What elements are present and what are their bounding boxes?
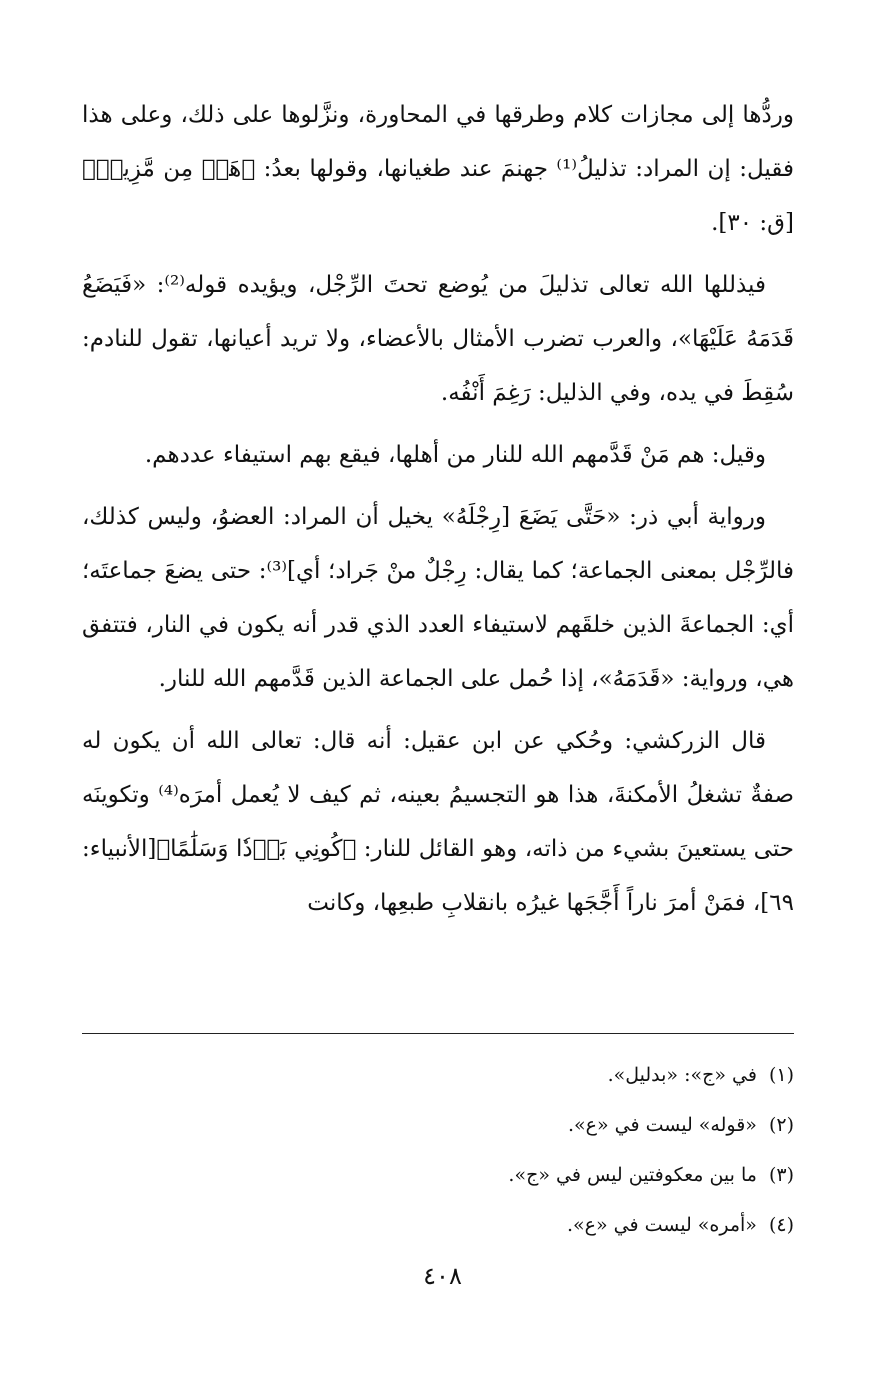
footnote-number: (١) [768, 1064, 794, 1086]
footnote-text: في «ج»: «بدليل». [607, 1064, 757, 1086]
footnote-2 [82, 1100, 794, 1150]
paragraph-5: قال الزركشي: وحُكي عن ابن عقيل: أنه قال: تعالى الله أن يكون له صفةٌ تشغلُ الأمكنةَ، هذا هو التجسيمُ بعينه، ثم كيف لا يُعمل أمرَه⁽⁴⁾ وتكوينَه حتى يستعينَ بشيء من ذاته، وهو القائل للنار: ﴿كُونِي بَرۡدٗا وَسَلَٰمًا﴾[الأنبياء: ٦٩]، فمَنْ أمرَ ناراً أَجَّجَها غيرُه بانقلابِ طبعِها، وكانت [82, 728, 794, 916]
page-number: ٤٠٨ [423, 1262, 462, 1290]
paragraph-3: وقيل: هم مَنْ قَدَّمهم الله للنار من أهلها، فيقع بهم استيفاء عددهم. [144, 442, 766, 468]
footnote-1 [82, 1050, 794, 1100]
footnote-text: «أمره» ليست في «ع». [567, 1214, 757, 1236]
paragraph-1: وردُّها إلى مجازات كلام وطرقها في المحاورة، ونزَّلوها على ذلك، وعلى هذا فقيل: إن المراد: تذليلُ⁽¹⁾ جهنمَ عند طغيانها، وقولها بعدُ: ﴿هَلۡ مِن مَّزِيدٖ﴾[ق: ٣٠]. [82, 102, 794, 236]
footnote-text: «قوله» ليست في «ع». [568, 1114, 757, 1136]
footnotes [82, 1050, 794, 1250]
paragraph-2: فيذللها الله تعالى تذليلَ من يُوضع تحتَ الرِّجْل، ويؤيده قوله⁽²⁾: «فَيَضَعُ قَدَمَهُ عَلَيْهَا»، والعرب تضرب الأمثال بالأعضاء، ولا تريد أعيانها، تقول للنادم: سُقِطَ في يده، وفي الذليل: رَغِمَ أَنْفُه. [82, 272, 794, 406]
footnote-4 [82, 1200, 794, 1250]
footnote-number: (٣) [768, 1164, 794, 1186]
footnote-divider [82, 1033, 794, 1034]
footnote-3 [82, 1150, 794, 1200]
paragraph-4: ورواية أبي ذر: «حَتَّى يَضَعَ [رِجْلَهُ» يخيل أن المراد: العضوُ، وليس كذلك، فالرِّجْل بمعنى الجماعة؛ كما يقال: رِجْلٌ منْ جَراد؛ أي]⁽³⁾: حتى يضعَ جماعتَه؛ أي: الجماعةَ الذين خلقَهم لاستيفاء العدد الذي قدر أنه يكون في النار، فتتفق هي، ورواية: «قَدَمَهُ»، إذا حُمل على الجماعة الذين قَدَّمهم الله للنار. [82, 504, 794, 692]
footnote-number: (٢) [768, 1114, 794, 1136]
footnote-text: ما بين معكوفتين ليس في «ج». [508, 1164, 757, 1186]
page-body [82, 88, 794, 938]
footnote-number: (٤) [768, 1214, 794, 1236]
